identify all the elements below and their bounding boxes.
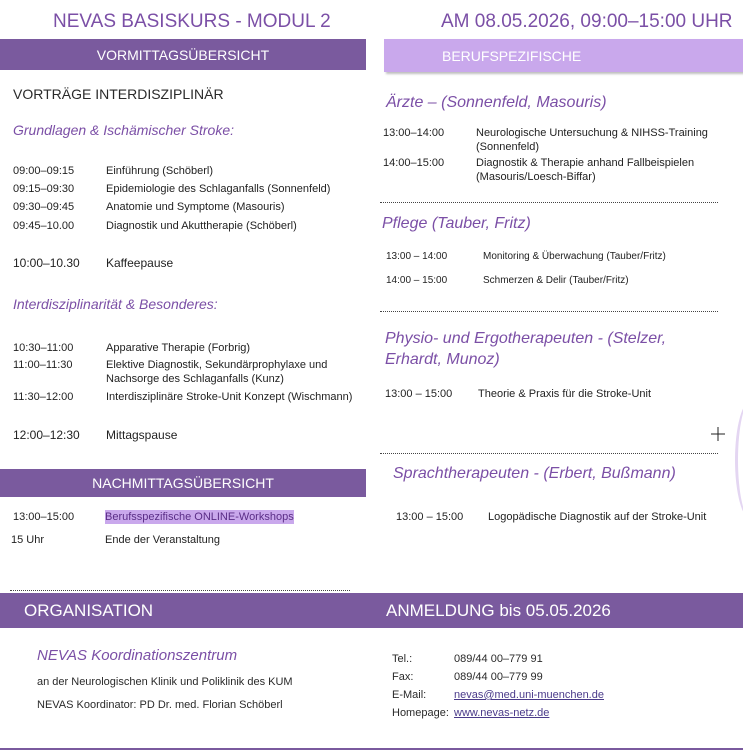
row-desc: Kaffeepause <box>106 256 174 270</box>
group-title-therapists: Physio- und Ergotherapeuten - (Stelzer, Erhardt, Munoz) <box>385 330 667 368</box>
professional-bar <box>384 39 743 72</box>
row-time: 11:30–12:00 <box>13 391 74 403</box>
row-time: 13:00 – 15:00 <box>385 388 453 400</box>
organisation-line1: an der Neurologischen Klinik und Poliklinik des KUM <box>37 676 293 688</box>
row-desc: Anatomie und Symptome (Masouris) <box>106 201 285 213</box>
row-time: 11:00–11:30 <box>13 359 73 371</box>
row-time: 09:15–09:30 <box>13 183 75 195</box>
row-desc: Schmerzen & Delir (Tauber/Fritz) <box>483 275 629 286</box>
schedule-row <box>13 164 363 178</box>
homepage-link[interactable]: www.nevas-netz.de <box>454 707 550 719</box>
schedule-row <box>13 219 363 233</box>
row-time: 12:00–12:30 <box>13 428 80 442</box>
row-time: 13:00–14:00 <box>383 127 445 139</box>
row-time: 10:00–10.30 <box>13 256 80 270</box>
bottom-bar <box>0 593 743 628</box>
group-title-doctors: Ärzte – (Sonnenfeld, Masouris) <box>386 94 607 111</box>
row-desc: Epidemiologie des Schlaganfalls (Sonnenfeld) <box>106 183 331 195</box>
homepage-label: Homepage: <box>392 707 449 719</box>
divider <box>10 590 350 591</box>
afternoon-overview-label: NACHMITTAGSÜBERSICHT <box>92 475 274 491</box>
row-time: 09:30–09:45 <box>13 201 75 213</box>
row-desc: Theorie & Praxis für die Stroke-Unit <box>478 388 652 400</box>
schedule-row <box>383 126 728 154</box>
group1-title: Grundlagen & Ischämischer Stroke: <box>13 122 234 138</box>
row-desc: Apparative Therapie (Forbrig) <box>106 342 251 354</box>
row-time: 09:45–10.00 <box>13 220 75 232</box>
schedule-row <box>385 387 730 401</box>
row-desc: Einführung (Schöberl) <box>106 165 214 177</box>
decorative-arc <box>735 400 743 520</box>
group-title-speech: Sprachtherapeuten - (Erbert, Bußmann) <box>393 465 676 482</box>
fax-value: 089/44 00–779 99 <box>454 671 543 683</box>
schedule-row <box>386 274 731 288</box>
divider <box>380 311 718 312</box>
tel-label: Tel.: <box>392 653 413 665</box>
schedule-row <box>396 510 741 524</box>
row-time: 10:30–11:00 <box>13 342 74 354</box>
row-desc: Elektive Diagnostik, Sekundärprophylaxe und Nachsorge des Schlaganfalls (Kunz) <box>106 359 328 385</box>
organisation-line2: NEVAS Koordinator: PD Dr. med. Florian Schöberl <box>37 699 283 711</box>
organisation-label: ORGANISATION <box>24 600 154 620</box>
lunch-break-row <box>13 428 363 443</box>
tel-value: 089/44 00–779 91 <box>454 653 543 665</box>
online-workshops-highlight: Berufsspezifische ONLINE-Workshops <box>105 511 294 523</box>
bottom-rule <box>0 748 743 750</box>
organisation-name: NEVAS Koordinationszentrum <box>37 647 238 664</box>
divider <box>380 202 718 203</box>
row-time: 13:00–15:00 <box>13 511 75 523</box>
professional-bar-label: BERUFSPEZIFISCHE <box>442 47 582 64</box>
fax-label: Fax: <box>392 671 414 683</box>
morning-overview-bar <box>0 39 366 70</box>
row-desc: Diagnostik & Therapie anhand Fallbeispielen (Masouris/Loesch-Biffar) <box>476 157 695 183</box>
row-desc: Logopädische Diagnostik auf der Stroke-Unit <box>488 511 707 523</box>
row-time: 09:00–09:15 <box>13 165 75 177</box>
row-time: 13:00 – 15:00 <box>396 511 464 523</box>
schedule-row <box>386 250 731 264</box>
course-date: AM 08.05.2026, 09:00–15:00 UHR <box>441 11 733 32</box>
move-cursor-icon <box>710 426 726 442</box>
email-label: E-Mail: <box>392 689 427 701</box>
row-desc: Neurologische Untersuchung & NIHSS-Training (Sonnenfeld) <box>476 127 708 153</box>
coffee-break-row <box>13 256 363 271</box>
row-desc: Ende der Veranstaltung <box>105 534 220 546</box>
row-desc: Monitoring & Überwachung (Tauber/Fritz) <box>483 251 666 262</box>
group2-title: Interdisziplinarität & Besonderes: <box>13 296 218 312</box>
schedule-row <box>13 358 363 386</box>
schedule-row <box>13 182 363 196</box>
row-time: 15 Uhr <box>11 534 45 546</box>
group-title-nursing: Pflege (Tauber, Fritz) <box>382 215 531 232</box>
row-desc: Interdisziplinäre Stroke-Unit Konzept (Wischmann) <box>106 391 353 403</box>
schedule-row <box>13 510 363 524</box>
afternoon-overview-bar <box>0 469 366 497</box>
schedule-row <box>11 533 361 547</box>
morning-overview-label: VORMITTAGSÜBERSICHT <box>96 46 270 63</box>
row-desc: Diagnostik und Akuttherapie (Schöberl) <box>106 220 297 232</box>
divider <box>380 453 718 454</box>
registration-label: ANMELDUNG bis 05.05.2026 <box>386 600 611 620</box>
row-time: 13:00 – 14:00 <box>386 251 448 262</box>
schedule-row <box>383 156 728 184</box>
course-title: NEVAS BASISKURS - MODUL 2 <box>53 11 331 32</box>
schedule-row <box>13 390 366 404</box>
lectures-heading: VORTRÄGE INTERDISZIPLINÄR <box>13 86 224 102</box>
row-time: 14:00–15:00 <box>383 157 445 169</box>
schedule-row <box>13 200 363 214</box>
row-time: 14:00 – 15:00 <box>386 275 448 286</box>
row-desc: Mittagspause <box>106 428 178 442</box>
schedule-row <box>13 341 363 355</box>
email-link[interactable]: nevas@med.uni-muenchen.de <box>454 689 604 701</box>
